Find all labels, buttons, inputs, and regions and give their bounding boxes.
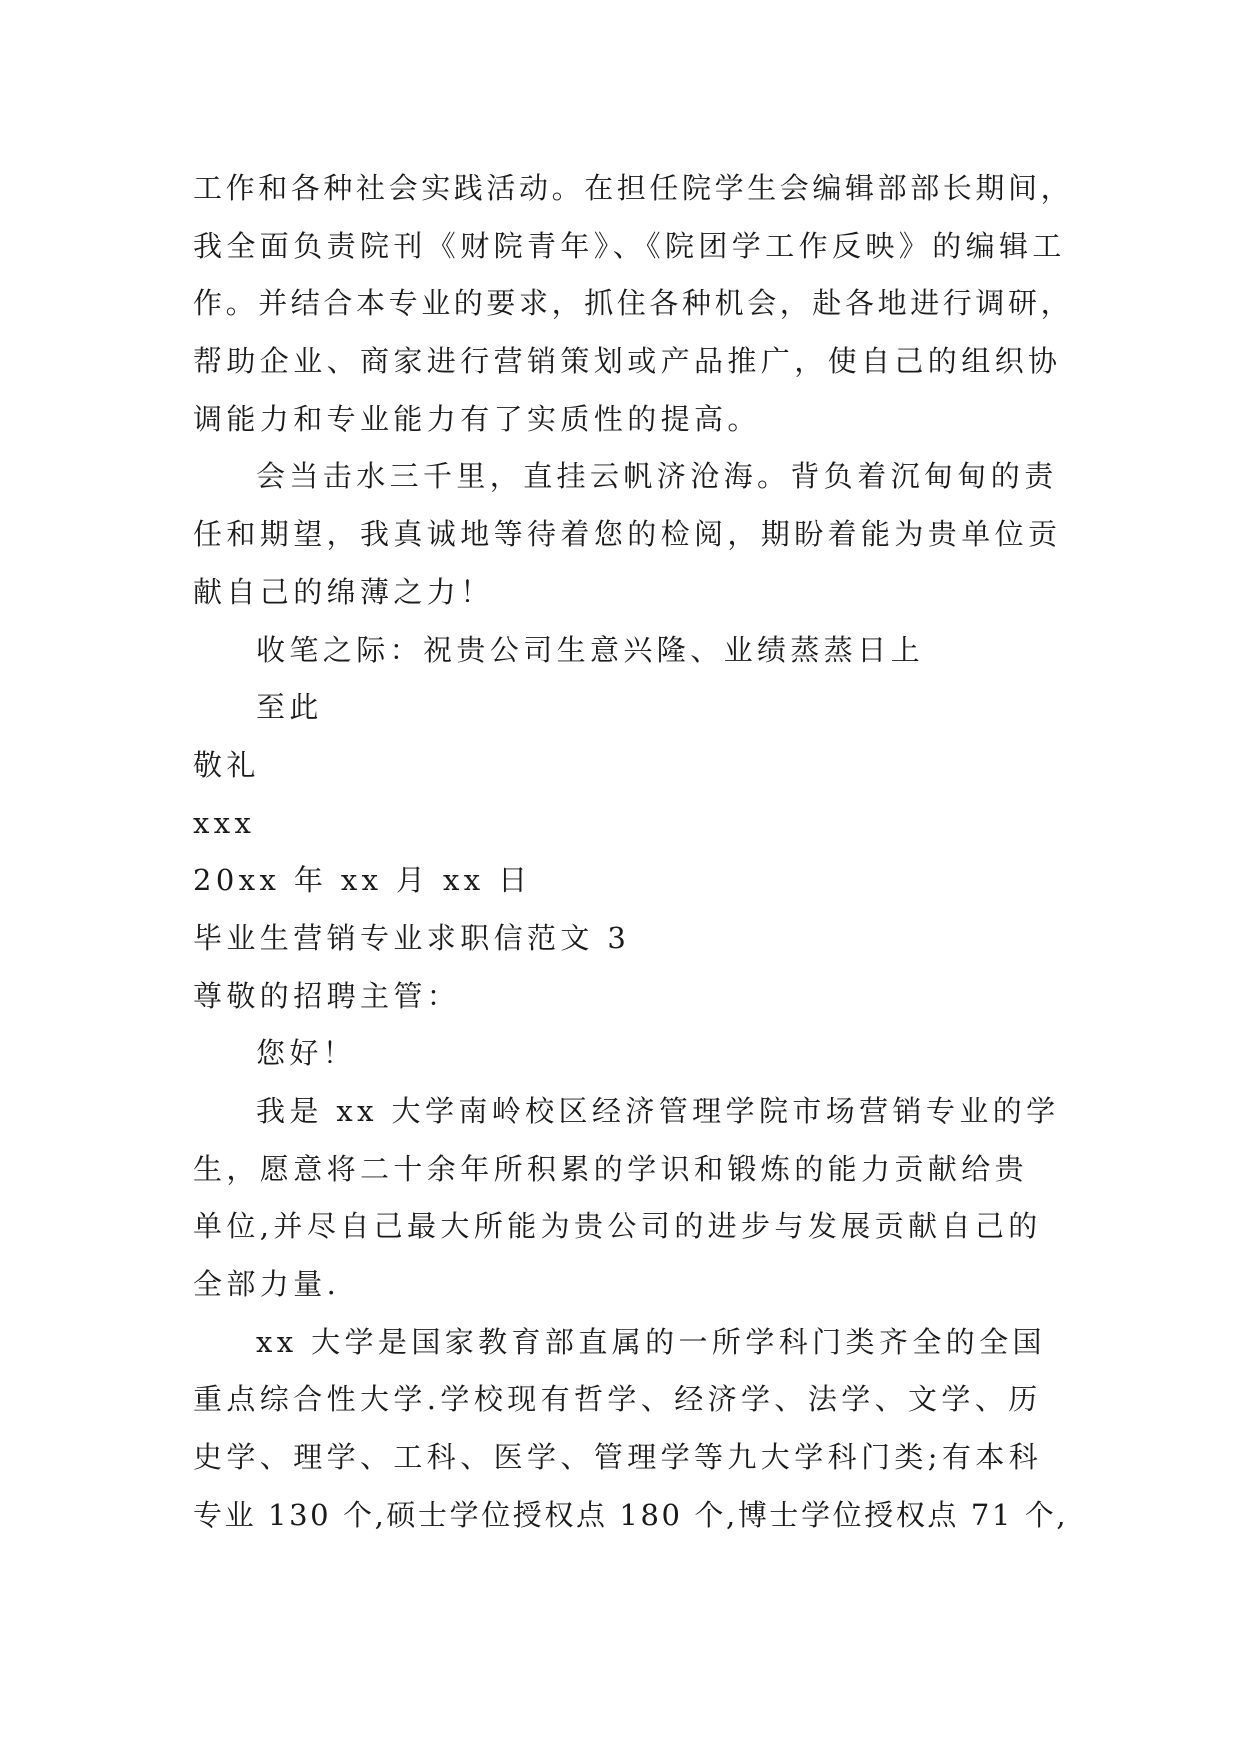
- document-body: [193, 160, 1073, 1545]
- text-line: 我是 xx 大学南岭校区经济管理学院市场营销专业的学: [256, 1094, 1060, 1128]
- text-line: 20xx 年 xx 月 xx 日: [193, 863, 532, 898]
- text-line: 会当击水三千里，直挂云帆济沧海。背负着沉甸甸的责: [256, 459, 1058, 494]
- text-line: 我全面负责院刊《财院青年》、《院团学工作反映》的编辑工: [193, 228, 1066, 263]
- text-line: xx 大学是国家教育部直属的一所学科门类齐全的全国: [256, 1324, 1046, 1359]
- text-line: 毕业生营销专业求职信范文 3: [193, 920, 631, 955]
- text-line: 作。并结合本专业的要求，抓住各种机会，赴各地进行调研，: [193, 286, 1074, 321]
- text-line: 献自己的绵薄之力！: [193, 574, 494, 609]
- text-line: 尊敬的招聘主管：: [193, 978, 461, 1013]
- text-line: 调能力和专业能力有了实质性的提高。: [193, 401, 761, 436]
- text-line: xxx: [193, 805, 256, 840]
- text-line: 生，愿意将二十余年所积累的学识和锻炼的能力贡献给贵: [193, 1151, 1029, 1186]
- text-line: 敬礼: [193, 747, 260, 782]
- text-line: 任和期望，我真诚地等待着您的检阅，期盼着能为贵单位贡: [193, 517, 1062, 552]
- text-line: 单位,并尽自己最大所能为贵公司的进步与发展贡献自己的: [193, 1209, 1042, 1244]
- text-line: 至此: [256, 690, 323, 725]
- text-line: 专业 130 个,硕士学位授权点 180 个,博士学位授权点 71 个,: [193, 1497, 1069, 1532]
- text-line: 重点综合性大学.学校现有哲学、经济学、法学、文学、历: [193, 1382, 1042, 1417]
- text-line: 帮助企业、商家进行营销策划或产品推广，使自己的组织协: [193, 344, 1062, 379]
- text-line: 您好！: [256, 1036, 357, 1071]
- text-line: 收笔之际：祝贵公司生意兴隆、业绩蒸蒸日上: [256, 632, 925, 667]
- text-line: 全部力量.: [193, 1267, 341, 1302]
- text-line: 工作和各种社会实践活动。在担任院学生会编辑部部长期间，: [193, 171, 1074, 205]
- text-line: 史学、理学、工科、医学、管理学等九大学科门类;有本科: [193, 1440, 1043, 1475]
